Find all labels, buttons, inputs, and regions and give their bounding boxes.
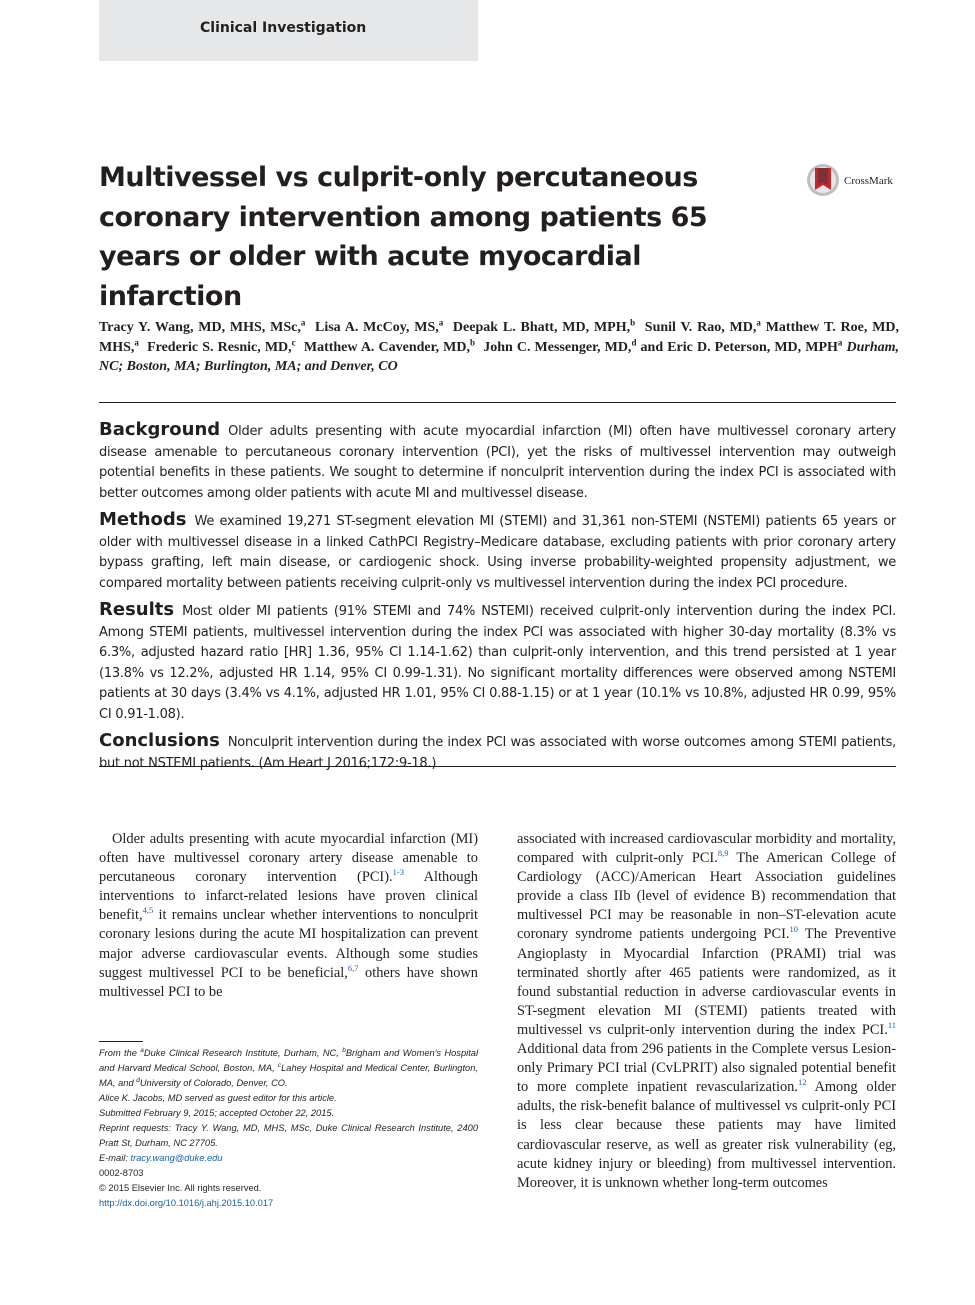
author: John C. Messenger, MD,$^d$ <box>483 336 637 355</box>
conclusions-text: Nonculprit intervention during the index PCI was associated with worse outcomes among STEMI patients, but not NSTEMI patients. (Am Heart J 2016;172:9-18.) <box>99 735 896 771</box>
footnote-submitted: Submitted February 9, 2015; accepted October 22, 2015. <box>99 1108 335 1118</box>
crossmark-label: CrossMark <box>844 175 893 187</box>
abstract-top-rule <box>99 402 896 403</box>
background-heading: Background <box>99 419 221 440</box>
abstract <box>99 420 896 780</box>
crossmark-badge[interactable] <box>806 163 906 199</box>
abstract-conclusions <box>99 731 896 774</box>
body-paragraph: Older adults presenting with acute myocardial infarction (MI) often have multivessel coronary artery disease amenable to percutaneous coronary intervention (PCI).$^{1-3}$ Although interventions to infarct-related lesions have proven clinical benefit,$^{4,5}$ it remains unclear whether interventions to nonculprit coronary lesions during the acute MI hospitalization can prevent major adverse cardiovascular events. Although some studies suggest multivessel PCI to be beneficial,$^{6,7}$ others have shown multivessel PCI to be <box>99 831 479 1000</box>
methods-heading: Methods <box>99 509 187 530</box>
methods-text: We examined 19,271 ST-segment elevation MI (STEMI) and 31,361 non-STEMI (NSTEMI) patients 65 years or older with multivessel disease in a linked CathPCI Registry–Medicare database, excluding patients with prior coronary artery bypass grafting, left main disease, or cardiogenic shock. Using inverse probability-weighted propensity adjustment, we compared mortality between patients receiving culprit-only vs multivessel intervention during the index PCI procedure. <box>99 514 896 591</box>
footnote-affiliations: From the $^a$Duke Clinical Research Institute, Durham, NC, $^b$Brigham and Women's Hospital and Harvard Medical School, Boston, MA, $^c$Lahey Hospital and Medical Center, Burlington, MA, and $^d$University of Colorado, Denver, CO. <box>99 1046 479 1088</box>
footnote-issn: 0002-8703 <box>99 1168 144 1178</box>
abstract-methods <box>99 510 896 594</box>
crossmark-icon <box>806 163 840 197</box>
footnote-doi <box>99 1196 478 1211</box>
abstract-bottom-rule <box>99 766 896 767</box>
results-text: Most older MI patients (91% STEMI and 74% NSTEMI) received culprit-only intervention during the index PCI. Among STEMI patients, multivessel intervention during the index PCI was associated with higher 30-day mortality (8.3% vs 6.3%, adjusted hazard ratio [HR] 1.36, 95% CI 1.14-1.62) than culprit-only intervention, and this trend persisted at 1 year (13.8% vs 12.2%, adjusted HR 1.14, 95% CI 0.99-1.31). No significant mortality differences were observed among NSTEMI patients at 30 days (3.4% vs 4.1%, adjusted HR 1.01, 95% CI 0.88-1.15) or at 1 year (10.1% vs 10.8%, adjusted HR 0.99, 95% CI 0.91-1.08). <box>99 604 896 722</box>
section-label: Clinical Investigation <box>200 20 367 36</box>
author: Matthew A. Cavender, MD,$^b$ <box>303 336 475 355</box>
author: Tracy Y. Wang, MD, MHS, MSc,$^a$ <box>99 317 306 335</box>
author-conjunction: and <box>640 339 664 355</box>
author: Frederic S. Resnic, MD,$^c$ <box>147 336 296 355</box>
footnotes <box>99 1046 478 1211</box>
article-title: Multivessel vs culprit-only percutaneous coronary intervention among patients 65 years or older with acute myocardial infarction <box>99 162 708 312</box>
results-heading: Results <box>99 599 175 620</box>
body-column-right <box>517 830 896 1193</box>
citation-link[interactable]: 10 <box>789 924 799 935</box>
footnote-rule <box>99 1041 143 1042</box>
citation-link[interactable]: 1-3 <box>392 867 404 878</box>
footnote-email: E-mail: tracy.wang@duke.edu <box>99 1153 223 1163</box>
footnote-copyright: © 2015 Elsevier Inc. All rights reserved. <box>99 1183 262 1193</box>
body-paragraph: associated with increased cardiovascular morbidity and mortality, compared with culprit-only PCI.$^{8,9}$ The American College of Cardiology (ACC)/American Heart Association guidelines provide a class IIb (level of evidence B) recommendation that multivessel PCI may be reasonable in non–ST-elevation acute coronary syndrome patients undergoing PCI.$^{10}$ The Preventive Angioplasty in Myocardial Infarction (PRAMI) trial was terminated shortly after 465 patients were randomized, as it found substantial reduction in adverse cardiovascular events in ST-segment elevation MI (STEMI) patients treated with multivessel vs culprit-only intervention during the index PCI.$^{11}$ Additional data from 296 patients in the Complete versus Lesion-only Primary PCI trial (CvLPRIT) also signaled potential benefit to more complete inpatient revascularization.$^{12}$ Among older adults, the risk-benefit balance of multivessel vs culprit-only PCI is less clear because these patients may have limited cardiovascular reserve, as well as greater risk vulnerability (eg, acute kidney injury or bleeding) from multivessel intervention. Moreover, it is unknown whether long-term outcomes <box>517 831 896 1191</box>
author: Matthew T. Roe, MD, MHS,$^a$ <box>99 320 900 355</box>
citation-link[interactable]: 6,7 <box>347 962 359 973</box>
background-text: Older adults presenting with acute myocardial infarction (MI) often have multivessel coronary artery disease amenable to percutaneous coronary intervention (PCI), yet the risks of multivessel intervention may outweigh potential benefits in these patients. We sought to determine if nonculprit intervention during the index PCI is associated with better outcomes among older patients with acute MI and multivessel disease. <box>99 424 896 501</box>
abstract-background <box>99 420 896 504</box>
citation-link[interactable]: 8,9 <box>717 848 729 859</box>
footnote-reprint: Reprint requests: Tracy Y. Wang, MD, MHS, MSc, Duke Clinical Research Institute, 2400 Pratt St, Durham, NC 27705. <box>99 1123 478 1148</box>
author: Lisa A. McCoy, MS,$^a$ <box>315 317 444 335</box>
body-column-left <box>99 830 478 1002</box>
citation-link[interactable]: 11 <box>887 1020 896 1031</box>
doi-link[interactable]: http://dx.doi.org/10.1016/j.ahj.2015.10.017 <box>99 1198 274 1208</box>
author: Deepak L. Bhatt, MD, MPH,$^b$ <box>452 317 636 335</box>
author: Eric D. Peterson, MD, MPH$^a$ <box>667 336 843 355</box>
email-link[interactable]: tracy.wang@duke.edu <box>130 1153 223 1163</box>
author-locations: Durham, NC; Boston, MA; Burlington, MA; and Denver, CO <box>99 339 900 374</box>
section-tab <box>99 0 478 61</box>
abstract-results <box>99 600 896 725</box>
author: Sunil V. Rao, MD,$^a$ <box>644 317 761 335</box>
author-list <box>99 318 899 377</box>
footnote-guest-editor: Alice K. Jacobs, MD served as guest editor for this article. <box>99 1093 337 1103</box>
citation-link[interactable]: 4,5 <box>142 905 154 916</box>
citation-link[interactable]: 12 <box>797 1077 807 1088</box>
conclusions-heading: Conclusions <box>99 730 220 751</box>
